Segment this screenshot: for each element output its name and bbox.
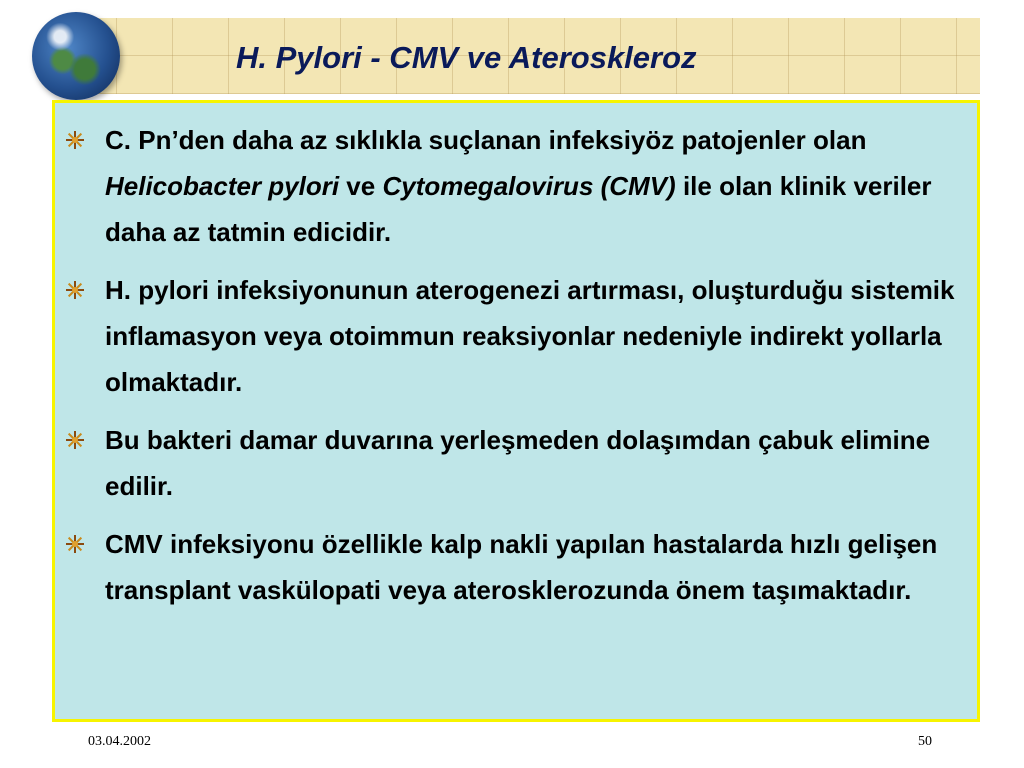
- bullet-text-segment: ile olan klinik veriler daha az tatmin edicidir.: [105, 171, 932, 247]
- bullet-text-segment: H. pylori infeksiyonunun aterogenezi artırması, oluşturduğu sistemik inflamasyon veya otoimmun reaksiyonlar nedeniyle indirekt yollarla olmaktadır.: [105, 275, 955, 397]
- bullet-item: [105, 117, 975, 255]
- bullet-item: [105, 521, 975, 613]
- bullet-text-italic: Helicobacter pylori: [105, 171, 340, 201]
- sunburst-bullet-icon: [65, 534, 85, 554]
- bullet-text: [105, 521, 975, 613]
- content-box: [52, 100, 980, 722]
- bullet-item: [105, 267, 975, 405]
- bullet-text-segment: ve: [339, 171, 383, 201]
- slide-title: H. Pylori - CMV ve Ateroskleroz: [236, 40, 697, 75]
- footer-date: 03.04.2002: [88, 734, 151, 749]
- sunburst-bullet-icon: [65, 280, 85, 300]
- sunburst-bullet-icon: [65, 130, 85, 150]
- bullet-item: [105, 417, 975, 509]
- bullet-text: [105, 117, 975, 255]
- bullet-text-italic: Cytomegalovirus (CMV): [382, 171, 676, 201]
- bullet-text: [105, 417, 975, 509]
- page-number: 50: [918, 734, 932, 749]
- bullet-text-segment: C. Pn’den daha az sıklıkla suçlanan infeksiyöz patojenler olan: [105, 125, 867, 155]
- globe-icon: [32, 12, 120, 100]
- bullet-text: [105, 267, 975, 405]
- bullet-text-segment: CMV infeksiyonu özellikle kalp nakli yapılan hastalarda hızlı gelişen transplant vaskülopati veya aterosklerozunda önem taşımaktadır.: [105, 529, 938, 605]
- sunburst-bullet-icon: [65, 430, 85, 450]
- bullet-text-segment: Bu bakteri damar duvarına yerleşmeden dolaşımdan çabuk elimine edilir.: [105, 425, 931, 501]
- bullet-list: [105, 117, 975, 625]
